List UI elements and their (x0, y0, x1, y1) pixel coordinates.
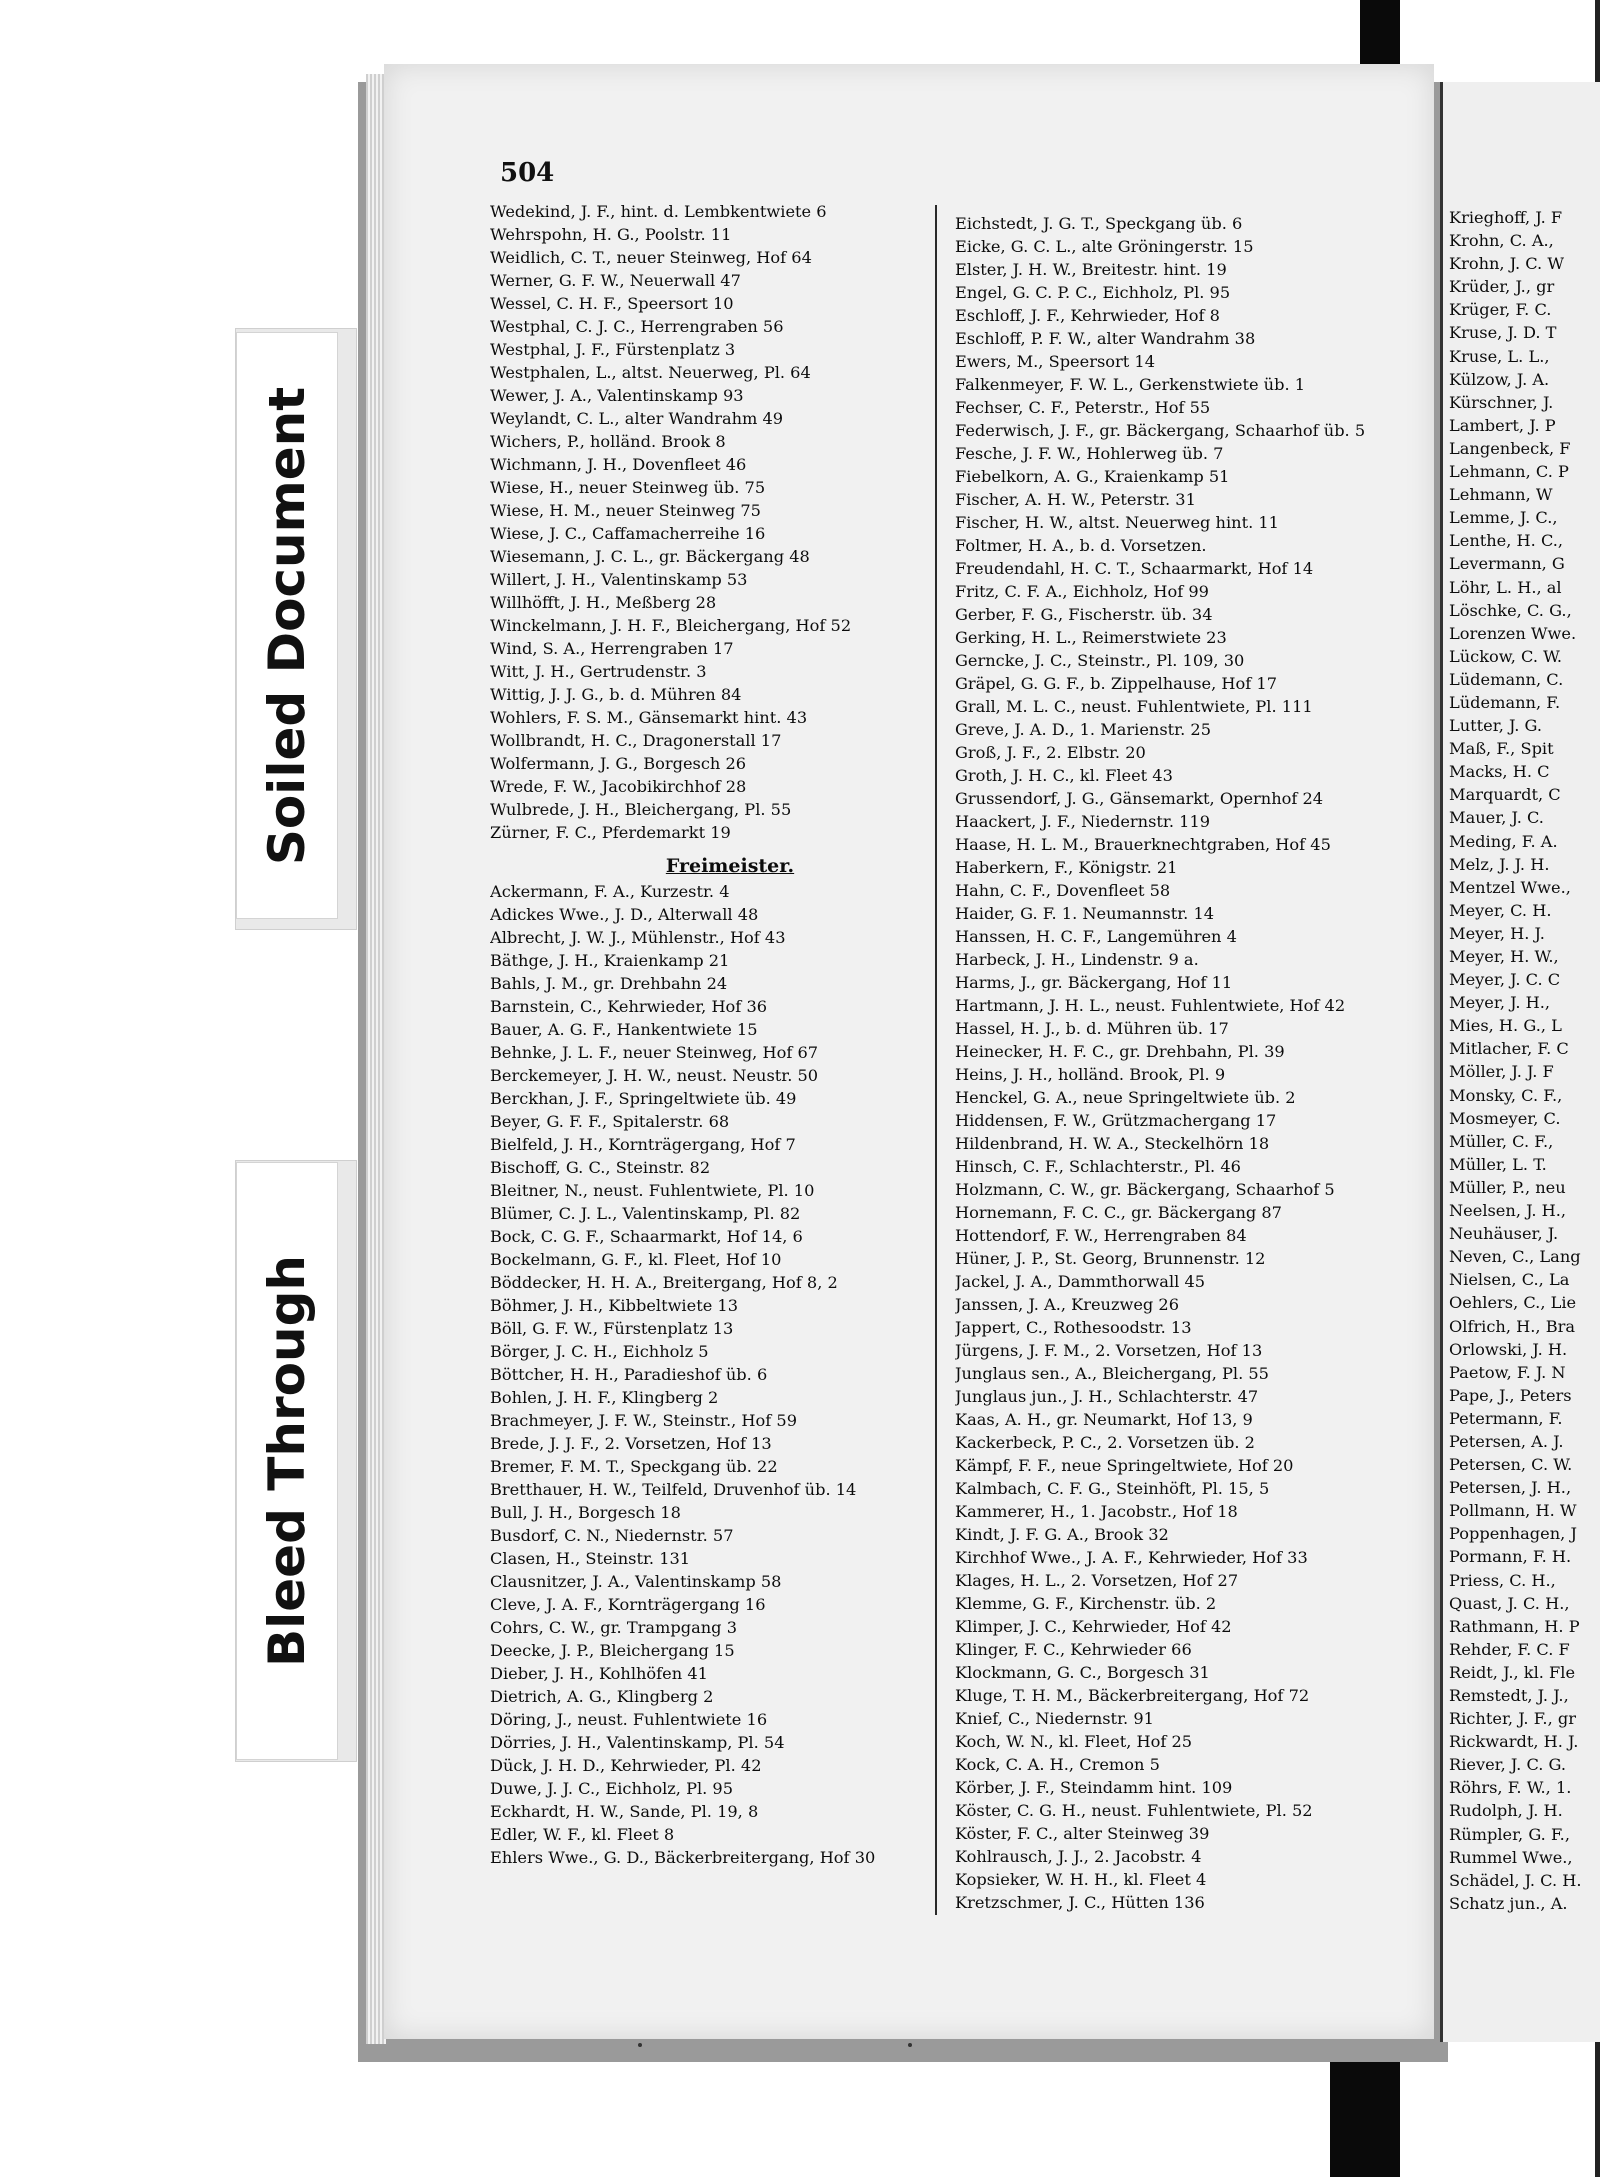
directory-entry: Maß, F., Spit (1449, 739, 1554, 759)
directory-entry: Willhöfft, J. H., Meßberg 28 (490, 593, 717, 612)
directory-entry: Nielsen, C., La (1449, 1270, 1570, 1290)
directory-entry: Clausnitzer, J. A., Valentinskamp 58 (490, 1572, 782, 1591)
directory-entry: Heinecker, H. F. C., gr. Drehbahn, Pl. 39 (955, 1042, 1285, 1061)
directory-entry: Rathmann, H. P (1449, 1616, 1580, 1636)
directory-entry: Bockelmann, G. F., kl. Fleet, Hof 10 (490, 1250, 782, 1269)
directory-entry: Rudolph, J. H. (1449, 1801, 1563, 1821)
bleed-through-label (236, 1162, 338, 1760)
directory-entry: Orlowski, J. H. (1449, 1339, 1568, 1359)
directory-entry: Kock, C. A. H., Cremon 5 (955, 1755, 1160, 1774)
directory-entry: Petermann, F. (1449, 1408, 1563, 1428)
directory-entry: Kackerbeck, P. C., 2. Vorsetzen üb. 2 (955, 1433, 1255, 1452)
directory-entry: Macks, H. C (1449, 762, 1550, 782)
directory-entry: Hinsch, C. F., Schlachterstr., Pl. 46 (955, 1157, 1241, 1176)
directory-entry: Bremer, F. M. T., Speckgang üb. 22 (490, 1457, 778, 1476)
directory-entry: Petersen, J. H., (1449, 1478, 1572, 1498)
directory-entry: Bauer, A. G. F., Hankentwiete 15 (490, 1020, 758, 1039)
directory-entry: Reidt, J., kl. Fle (1449, 1662, 1576, 1682)
column-b (955, 212, 1405, 1914)
directory-entry: Kämpf, F. F., neue Springeltwiete, Hof 20 (955, 1456, 1294, 1475)
directory-entry: Dieber, J. H., Kohlhöfen 41 (490, 1664, 708, 1683)
directory-entry: Schädel, J. C. H. (1449, 1870, 1582, 1890)
directory-entry: Klinger, F. C., Kehrwieder 66 (955, 1640, 1192, 1659)
directory-entry: Beyer, G. F. F., Spitalerstr. 68 (490, 1112, 730, 1131)
directory-entry: Berckhan, J. F., Springeltwiete üb. 49 (490, 1089, 797, 1108)
directory-entry: Grussendorf, J. G., Gänsemarkt, Opernhof 24 (955, 789, 1324, 808)
directory-entry: Wittig, J. J. G., b. d. Mühren 84 (490, 685, 742, 704)
directory-entry: Lemme, J. C., (1449, 508, 1558, 528)
directory-entry: Dück, J. H. D., Kehrwieder, Pl. 42 (490, 1756, 762, 1775)
directory-entry: Pormann, F. H. (1449, 1547, 1572, 1567)
bleed-through-label-text: Bleed Through (258, 1255, 316, 1667)
directory-entry: Kaas, A. H., gr. Neumarkt, Hof 13, 9 (955, 1410, 1253, 1429)
directory-entry: Wiese, H. M., neuer Steinweg 75 (490, 501, 761, 520)
directory-entry: Krieghoff, J. F (1449, 208, 1563, 227)
directory-entry: Busdorf, C. N., Niedernstr. 57 (490, 1526, 734, 1545)
directory-entry: Eschloff, P. F. W., alter Wandrahm 38 (955, 329, 1256, 348)
directory-entry: Albrecht, J. W. J., Mühlenstr., Hof 43 (490, 928, 786, 947)
directory-entry: Müller, P., neu (1449, 1177, 1566, 1197)
directory-entry: Eichstedt, J. G. T., Speckgang üb. 6 (955, 214, 1243, 233)
directory-entry: Kammerer, H., 1. Jacobstr., Hof 18 (955, 1502, 1238, 1521)
directory-entry: Wohlers, F. S. M., Gänsemarkt hint. 43 (490, 708, 808, 727)
directory-entry: Westphal, C. J. C., Herrengraben 56 (490, 317, 784, 336)
directory-entry: Gerncke, J. C., Steinstr., Pl. 109, 30 (955, 651, 1245, 670)
directory-entry: Brachmeyer, J. F. W., Steinstr., Hof 59 (490, 1411, 798, 1430)
directory-entry: Eckhardt, H. W., Sande, Pl. 19, 8 (490, 1802, 759, 1821)
directory-entry: Jappert, C., Rothesoodstr. 13 (955, 1318, 1192, 1337)
directory-entry: Hahn, C. F., Dovenfleet 58 (955, 881, 1171, 900)
directory-entry: Haase, H. L. M., Brauerknechtgraben, Hof 45 (955, 835, 1331, 854)
directory-entry: Lüdemann, C. (1449, 669, 1564, 689)
directory-entry: Junglaus jun., J. H., Schlachterstr. 47 (955, 1387, 1259, 1406)
directory-entry: Krohn, J. C. W (1449, 254, 1564, 274)
directory-entry: Pape, J., Peters (1449, 1385, 1572, 1405)
page-number: 504 (500, 158, 555, 188)
directory-entry: Löhr, L. H., al (1449, 577, 1562, 597)
directory-entry: Meyer, J. H., (1449, 993, 1551, 1013)
directory-entry: Pollmann, H. W (1449, 1501, 1577, 1521)
soiled-document-label (236, 332, 338, 919)
directory-entry: Fritz, C. F. A., Eichholz, Hof 99 (955, 582, 1209, 601)
directory-entry: Wichers, P., holländ. Brook 8 (490, 432, 726, 451)
directory-entry: Bull, J. H., Borgesch 18 (490, 1503, 681, 1522)
directory-entry: Elster, J. H. W., Breitestr. hint. 19 (955, 260, 1227, 279)
directory-entry: Quast, J. C. H., (1449, 1593, 1570, 1613)
directory-entry: Clasen, H., Steinstr. 131 (490, 1549, 691, 1568)
directory-entry: Gerking, H. L., Reimerstwiete 23 (955, 628, 1227, 647)
directory-entry: Kruse, J. D. T (1449, 323, 1557, 343)
directory-entry: Böhmer, J. H., Kibbeltwiete 13 (490, 1296, 739, 1315)
directory-entry: Weylandt, C. L., alter Wandrahm 49 (490, 409, 784, 428)
directory-entry: Kindt, J. F. G. A., Brook 32 (955, 1525, 1169, 1544)
directory-entry: Ehlers Wwe., G. D., Bäckerbreitergang, Hof 30 (490, 1848, 876, 1867)
directory-entry: Mies, H. G., L (1449, 1016, 1562, 1036)
directory-entry: Wessel, C. H. F., Speersort 10 (490, 294, 734, 313)
directory-entry: Ackermann, F. A., Kurzestr. 4 (490, 882, 730, 901)
directory-entry: Haackert, J. F., Niedernstr. 119 (955, 812, 1211, 831)
directory-entry: Brede, J. J. F., 2. Vorsetzen, Hof 13 (490, 1434, 772, 1453)
directory-entry: Döring, J., neust. Fuhlentwiete 16 (490, 1710, 768, 1729)
directory-entry: Meyer, H. W., (1449, 947, 1559, 966)
directory-entry: Lüdemann, F. (1449, 692, 1561, 712)
directory-entry: Petersen, C. W. (1449, 1455, 1573, 1475)
directory-entry: Henckel, G. A., neue Springeltwiete üb. 2 (955, 1088, 1296, 1107)
directory-entry: Lutter, J. G. (1449, 716, 1543, 736)
directory-entry: Berckemeyer, J. H. W., neust. Neustr. 50 (490, 1066, 819, 1085)
directory-entry: Löschke, C. G., (1449, 600, 1572, 620)
directory-entry: Melz, J. J. H. (1449, 854, 1550, 874)
directory-entry: Böll, G. F. W., Fürstenplatz 13 (490, 1319, 734, 1338)
directory-entry: Olfrich, H., Bra (1449, 1316, 1575, 1336)
directory-entry: Klimper, J. C., Kehrwieder, Hof 42 (955, 1617, 1232, 1636)
directory-entry: Fischer, A. H. W., Peterstr. 31 (955, 490, 1196, 509)
directory-entry: Hassel, H. J., b. d. Mühren üb. 17 (955, 1019, 1229, 1038)
directory-entry: Müller, L. T. (1449, 1154, 1547, 1174)
directory-entry: Federwisch, J. F., gr. Bäckergang, Schaarhof üb. 5 (955, 421, 1366, 440)
directory-entry: Krüder, J., gr (1449, 277, 1555, 297)
directory-entry: Klockmann, G. C., Borgesch 31 (955, 1663, 1210, 1682)
directory-entry: Hanssen, H. C. F., Langemühren 4 (955, 927, 1237, 946)
directory-entry: Hornemann, F. C. C., gr. Bäckergang 87 (955, 1203, 1282, 1222)
directory-entry: Gräpel, G. G. F., b. Zippelhause, Hof 17 (955, 674, 1278, 693)
directory-entry: Bischoff, G. C., Steinstr. 82 (490, 1158, 711, 1177)
directory-entry: Gerber, F. G., Fischerstr. üb. 34 (955, 605, 1213, 624)
directory-entry: Falkenmeyer, F. W. L., Gerkenstwiete üb. 1 (955, 375, 1306, 394)
directory-entry: Klages, H. L., 2. Vorsetzen, Hof 27 (955, 1571, 1239, 1590)
directory-entry: Cleve, J. A. F., Kornträgergang 16 (490, 1595, 766, 1614)
directory-entry: Kopsieker, W. H. H., kl. Fleet 4 (955, 1870, 1207, 1889)
directory-entry: Wolfermann, J. G., Borgesch 26 (490, 754, 747, 773)
directory-entry: Wiese, J. C., Caffamacherreihe 16 (490, 524, 766, 543)
directory-entry: Petersen, A. J. (1449, 1431, 1564, 1451)
directory-entry: Mauer, J. C. (1449, 808, 1544, 828)
directory-entry: Junglaus sen., A., Bleichergang, Pl. 55 (955, 1364, 1269, 1383)
directory-entry: Wiese, H., neuer Steinweg üb. 75 (490, 478, 766, 497)
directory-entry: Poppenhagen, J (1449, 1524, 1577, 1544)
directory-entry: Koch, W. N., kl. Fleet, Hof 25 (955, 1732, 1193, 1751)
directory-entry: Meyer, J. C. C (1449, 970, 1561, 990)
directory-entry: Hottendorf, F. W., Herrengraben 84 (955, 1226, 1247, 1245)
directory-entry: Holzmann, C. W., gr. Bäckergang, Schaarhof 5 (955, 1180, 1335, 1199)
directory-entry: Remstedt, J. J., (1449, 1686, 1569, 1705)
directory-entry: Wiesemann, J. C. L., gr. Bäckergang 48 (490, 547, 810, 566)
directory-entry: Meyer, H. J. (1449, 923, 1545, 943)
directory-entry: Paetow, F. J. N (1449, 1362, 1566, 1382)
directory-entry: Mentzel Wwe., (1449, 877, 1571, 897)
directory-entry: Marquardt, C (1449, 785, 1561, 805)
directory-entry: Lehmann, W (1449, 485, 1553, 505)
directory-entry: Witt, J. H., Gertrudenstr. 3 (490, 662, 707, 681)
directory-entry: Börger, J. C. H., Eichholz 5 (490, 1342, 709, 1361)
directory-entry: Blümer, C. J. L., Valentinskamp, Pl. 82 (490, 1204, 801, 1223)
directory-entry: Meding, F. A. (1449, 831, 1558, 851)
right-page (1440, 82, 1600, 2042)
directory-entry: Köster, F. C., alter Steinweg 39 (955, 1824, 1210, 1843)
directory-entry: Lehmann, C. P (1449, 462, 1569, 482)
directory-entry: Lenthe, H. C., (1449, 531, 1564, 551)
directory-entry: Freudendahl, H. C. T., Schaarmarkt, Hof 14 (955, 559, 1314, 578)
directory-entry: Hildenbrand, H. W. A., Steckelhörn 18 (955, 1134, 1270, 1153)
directory-entry: Krüger, F. C. (1449, 300, 1552, 320)
directory-entry: Wichmann, J. H., Dovenfleet 46 (490, 455, 747, 474)
directory-entry: Behnke, J. L. F., neuer Steinweg, Hof 67 (490, 1043, 819, 1062)
directory-entry: Schatz jun., A. (1449, 1893, 1568, 1913)
directory-entry: Kohlrausch, J. J., 2. Jacobstr. 4 (955, 1847, 1202, 1866)
directory-entry: Neuhäuser, J. (1449, 1224, 1559, 1244)
column-a (490, 200, 930, 1869)
directory-entry: Harbeck, J. H., Lindenstr. 9 a. (955, 950, 1199, 969)
directory-entry: Kluge, T. H. M., Bäckerbreitergang, Hof 72 (955, 1686, 1310, 1705)
directory-entry: Cohrs, C. W., gr. Trampgang 3 (490, 1618, 737, 1637)
directory-entry: Dörries, J. H., Valentinskamp, Pl. 54 (490, 1733, 785, 1752)
soiled-document-label-text: Soiled Document (258, 386, 317, 865)
directory-entry: Hartmann, J. H. L., neust. Fuhlentwiete, Hof 42 (955, 996, 1346, 1015)
directory-entry: Bretthauer, H. W., Teilfeld, Druvenhof üb. 14 (490, 1480, 857, 1499)
directory-entry: Werner, G. F. W., Neuerwall 47 (490, 271, 741, 290)
section-header: Freimeister. (665, 855, 795, 877)
directory-entry: Langenbeck, F (1449, 438, 1571, 458)
directory-entry: Westphal, J. F., Fürstenplatz 3 (490, 340, 736, 359)
directory-entry: Grall, M. L. C., neust. Fuhlentwiete, Pl. 111 (955, 697, 1313, 716)
directory-entry: Kalmbach, C. F. G., Steinhöft, Pl. 15, 5 (955, 1479, 1270, 1498)
directory-entry: Barnstein, C., Kehrwieder, Hof 36 (490, 997, 768, 1016)
directory-entry: Külzow, J. A. (1449, 369, 1550, 389)
directory-entry: Rehder, F. C. F (1449, 1639, 1570, 1659)
page-stack-edge (366, 74, 386, 2044)
directory-entry: Deecke, J. P., Bleichergang 15 (490, 1641, 735, 1660)
directory-entry: Rümpler, G. F., (1449, 1824, 1570, 1844)
directory-entry: Möller, J. J. F (1449, 1062, 1554, 1082)
directory-entry: Engel, G. C. P. C., Eichholz, Pl. 95 (955, 283, 1231, 302)
directory-entry: Wollbrandt, H. C., Dragonerstall 17 (490, 731, 782, 750)
directory-entry: Dietrich, A. G., Klingberg 2 (490, 1687, 714, 1706)
directory-entry: Winckelmann, J. H. F., Bleichergang, Hof 52 (490, 616, 852, 635)
directory-entry: Oehlers, C., Lie (1449, 1293, 1577, 1313)
directory-entry: Mitlacher, F. C (1449, 1039, 1569, 1059)
column-divider (935, 205, 937, 1915)
directory-entry: Eschloff, J. F., Kehrwieder, Hof 8 (955, 306, 1220, 325)
directory-entry: Klemme, G. F., Kirchenstr. üb. 2 (955, 1594, 1217, 1613)
directory-entry: Mosmeyer, C. (1449, 1108, 1561, 1128)
directory-entry: Riever, J. C. G. (1449, 1755, 1567, 1775)
directory-entry: Westphalen, L., altst. Neuerweg, Pl. 64 (490, 363, 811, 382)
directory-entry: Rummel Wwe., (1449, 1847, 1573, 1867)
directory-entry: Ewers, M., Speersort 14 (955, 352, 1155, 371)
directory-entry: Janssen, J. A., Kreuzweg 26 (955, 1295, 1180, 1314)
directory-entry: Eicke, G. C. L., alte Gröningerstr. 15 (955, 237, 1254, 256)
directory-entry: Heins, J. H., holländ. Brook, Pl. 9 (955, 1065, 1226, 1084)
directory-entry: Fiebelkorn, A. G., Kraienkamp 51 (955, 467, 1230, 486)
directory-entry: Lückow, C. W. (1449, 646, 1563, 666)
directory-entry: Jackel, J. A., Dammthorwall 45 (955, 1272, 1206, 1291)
directory-entry: Monsky, C. F., (1449, 1085, 1563, 1105)
directory-entry: Wehrspohn, H. G., Poolstr. 11 (490, 225, 732, 244)
directory-entry: Wrede, F. W., Jacobikirchhof 28 (490, 777, 747, 796)
directory-entry: Lambert, J. P (1449, 415, 1556, 435)
directory-entry: Bielfeld, J. H., Kornträgergang, Hof 7 (490, 1135, 796, 1154)
directory-entry: Wulbrede, J. H., Bleichergang, Pl. 55 (490, 800, 792, 819)
directory-entry: Kürschner, J. (1449, 392, 1554, 412)
directory-entry: Haberkern, F., Königstr. 21 (955, 858, 1178, 877)
directory-entry: Hiddensen, F. W., Grützmachergang 17 (955, 1111, 1277, 1130)
directory-entry: Röhrs, F. W., 1. (1449, 1778, 1572, 1798)
directory-entry: Wedekind, J. F., hint. d. Lembkentwiete 6 (490, 202, 827, 221)
directory-entry: Willert, J. H., Valentinskamp 53 (490, 570, 748, 589)
directory-entry: Groth, J. H. C., kl. Fleet 43 (955, 766, 1173, 785)
column-c (1449, 206, 1600, 1915)
directory-entry: Greve, J. A. D., 1. Marienstr. 25 (955, 720, 1212, 739)
directory-entry: Lorenzen Wwe. (1449, 623, 1577, 643)
directory-entry: Duwe, J. J. C., Eichholz, Pl. 95 (490, 1779, 734, 1798)
directory-entry: Edler, W. F., kl. Fleet 8 (490, 1825, 675, 1844)
directory-entry: Meyer, C. H. (1449, 900, 1552, 920)
directory-entry: Wewer, J. A., Valentinskamp 93 (490, 386, 744, 405)
directory-entry: Richter, J. F., gr (1449, 1709, 1576, 1729)
directory-entry: Hüner, J. P., St. Georg, Brunnenstr. 12 (955, 1249, 1266, 1268)
directory-entry: Groß, J. F., 2. Elbstr. 20 (955, 743, 1146, 762)
directory-entry: Böttcher, H. H., Paradieshof üb. 6 (490, 1365, 768, 1384)
page-footer-marks (520, 2040, 1120, 2050)
directory-entry: Bäthge, J. H., Kraienkamp 21 (490, 951, 730, 970)
directory-entry: Neven, C., Lang (1449, 1247, 1581, 1267)
directory-entry: Kretzschmer, J. C., Hütten 136 (955, 1893, 1205, 1912)
directory-entry: Haider, G. F. 1. Neumannstr. 14 (955, 904, 1215, 923)
directory-entry: Zürner, F. C., Pferdemarkt 19 (490, 823, 731, 842)
directory-entry: Fechser, C. F., Peterstr., Hof 55 (955, 398, 1211, 417)
directory-entry: Kruse, L. L., (1449, 346, 1550, 366)
directory-entry: Adickes Wwe., J. D., Alterwall 48 (490, 905, 759, 924)
directory-entry: Bock, C. G. F., Schaarmarkt, Hof 14, 6 (490, 1227, 803, 1246)
directory-entry: Kirchhof Wwe., J. A. F., Kehrwieder, Hof 33 (955, 1548, 1308, 1567)
directory-entry: Böddecker, H. H. A., Breitergang, Hof 8, 2 (490, 1273, 838, 1292)
directory-entry: Weidlich, C. T., neuer Steinweg, Hof 64 (490, 248, 812, 267)
directory-entry: Priess, C. H., (1449, 1570, 1556, 1590)
directory-entry: Rickwardt, H. J. (1449, 1732, 1579, 1752)
directory-entry: Bahls, J. M., gr. Drehbahn 24 (490, 974, 728, 993)
directory-entry: Knief, C., Niedernstr. 91 (955, 1709, 1154, 1728)
directory-entry: Neelsen, J. H., (1449, 1201, 1567, 1221)
directory-entry: Bohlen, J. H. F., Klingberg 2 (490, 1388, 719, 1407)
directory-entry: Harms, J., gr. Bäckergang, Hof 11 (955, 973, 1233, 992)
directory-entry: Fesche, J. F. W., Hohlerweg üb. 7 (955, 444, 1224, 463)
directory-entry: Wind, S. A., Herrengraben 17 (490, 639, 734, 658)
directory-entry: Jürgens, J. F. M., 2. Vorsetzen, Hof 13 (955, 1341, 1263, 1360)
directory-entry: Krohn, C. A., (1449, 231, 1554, 251)
directory-entry: Fischer, H. W., altst. Neuerweg hint. 11 (955, 513, 1279, 532)
directory-entry: Levermann, G (1449, 554, 1565, 574)
directory-entry: Müller, C. F., (1449, 1131, 1554, 1151)
directory-entry: Köster, C. G. H., neust. Fuhlentwiete, Pl. 52 (955, 1801, 1313, 1820)
directory-entry: Bleitner, N., neust. Fuhlentwiete, Pl. 10 (490, 1181, 815, 1200)
directory-entry: Foltmer, H. A., b. d. Vorsetzen. (955, 536, 1207, 555)
directory-entry: Körber, J. F., Steindamm hint. 109 (955, 1778, 1233, 1797)
